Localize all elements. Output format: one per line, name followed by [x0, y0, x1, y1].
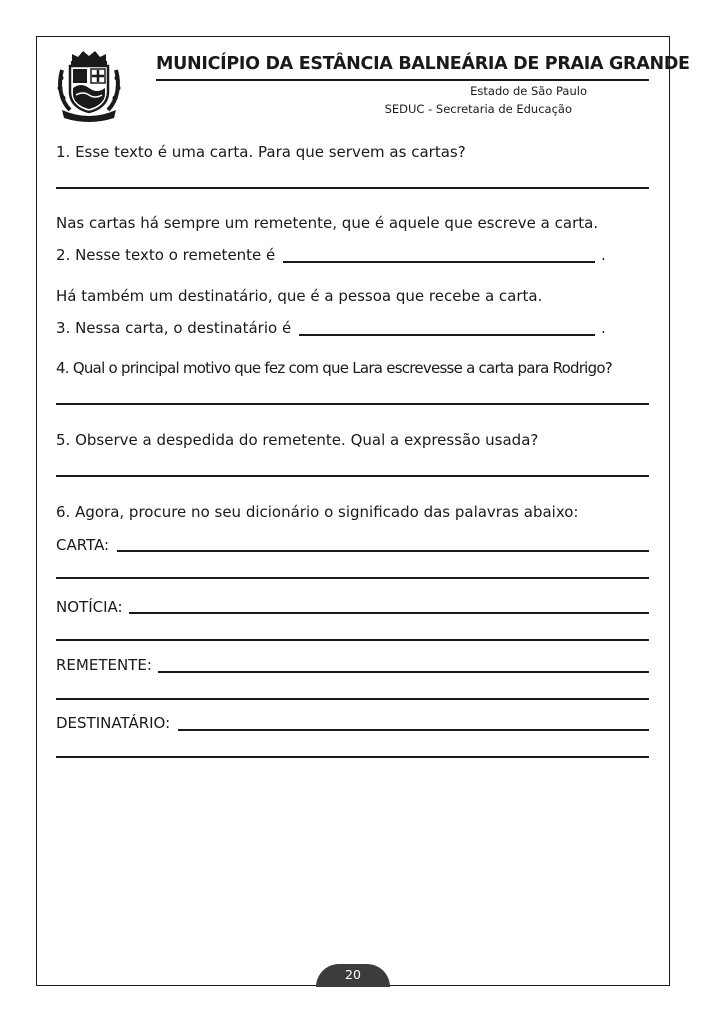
state-name: Estado de São Paulo	[470, 84, 587, 98]
sender-intro: Nas cartas há sempre um remetente, que é aquele que escreve a carta.	[56, 214, 599, 232]
municipal-crest-icon	[56, 48, 122, 122]
department-name: SEDUC - Secretaria de Educação	[384, 102, 572, 116]
recipient-intro: Há também um destinatário, que é a pessoa que recebe a carta.	[56, 287, 543, 305]
question-2-period: .	[601, 246, 606, 264]
answer-blank-3[interactable]	[299, 334, 595, 336]
answer-noticia-line-2[interactable]	[56, 639, 649, 641]
question-3: 3. Nessa carta, o destinatário é	[56, 319, 292, 337]
word-remetente: REMETENTE:	[56, 656, 152, 674]
answer-remetente[interactable]	[158, 671, 649, 673]
question-6: 6. Agora, procure no seu dicionário o significado das palavras abaixo:	[56, 503, 579, 521]
answer-destinatario-line-2[interactable]	[56, 756, 649, 758]
answer-destinatario[interactable]	[178, 729, 649, 731]
answer-line-1[interactable]	[56, 187, 649, 189]
page-number: 20	[345, 967, 361, 982]
page-title: MUNICÍPIO DA ESTÂNCIA BALNEÁRIA DE PRAIA GRANDE	[156, 54, 690, 74]
word-carta: CARTA:	[56, 536, 110, 554]
answer-carta-line-2[interactable]	[56, 577, 649, 579]
answer-remetente-line-2[interactable]	[56, 698, 649, 700]
answer-noticia[interactable]	[129, 612, 649, 614]
title-underline	[156, 79, 649, 81]
question-4: 4. Qual o principal motivo que fez com que Lara escrevesse a carta para Rodrigo?	[56, 359, 613, 377]
question-3-period: .	[601, 319, 606, 337]
question-5: 5. Observe a despedida do remetente. Qual a expressão usada?	[56, 431, 539, 449]
answer-line-4[interactable]	[56, 403, 649, 405]
word-noticia: NOTÍCIA:	[56, 598, 123, 616]
answer-line-5[interactable]	[56, 475, 649, 477]
word-destinatario: DESTINATÁRIO:	[56, 714, 171, 732]
question-2: 2. Nesse texto o remetente é	[56, 246, 276, 264]
question-1: 1. Esse texto é uma carta. Para que servem as cartas?	[56, 143, 466, 161]
answer-blank-2[interactable]	[283, 261, 595, 263]
answer-carta[interactable]	[117, 550, 649, 552]
